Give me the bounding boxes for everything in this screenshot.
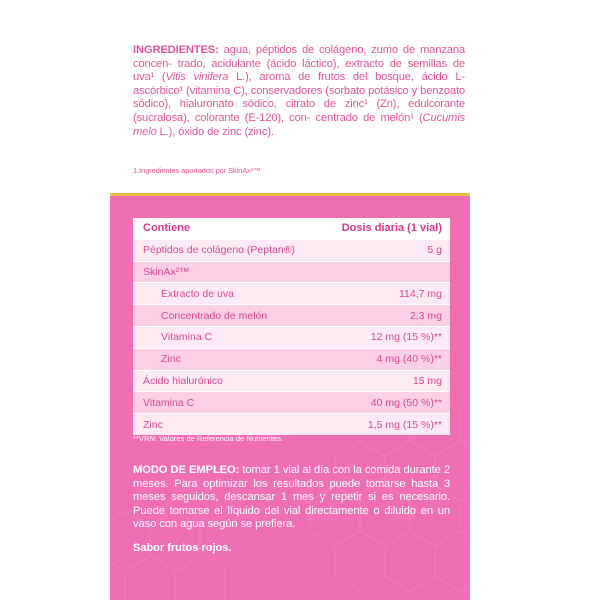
row-name: Zinc [161, 353, 181, 366]
row-name: Ácido hialurónico [143, 374, 223, 387]
row-value: 40 mg (50 %)** [370, 396, 442, 409]
usage-text: tomar 1 vial al día con la comida durante 2 meses. Para optimizar los resultados puede tomarse hasta 3 meses seguidos, descansar 1 mes y repetir si es necesario. Puede tomarse el líquido del vial directamente o diluido en un vaso con agua según se prefiera. [133, 464, 451, 531]
vrn-note: **VRN: Valores de Referencia de Nutrientes. [133, 434, 284, 443]
table-row [133, 261, 450, 283]
row-name: Péptidos de colágeno (Peptan®) [143, 244, 295, 257]
table-row [133, 370, 450, 392]
row-name: Extracto de uva [161, 287, 234, 300]
row-name: SkinAx²™ [143, 265, 190, 278]
vitis-latin-name: Vitis vinifera [165, 71, 229, 84]
nutrition-table [133, 218, 450, 435]
table-row [133, 391, 450, 413]
ingredients-text-1: agua, péptidos de colágeno, zumo de manzana concen- trado, acidulante (ácido láctico), extracto de semillas de uva¹ ( [133, 44, 465, 84]
ingredients-text-3: L.), óxido de zinc (zinc). [156, 125, 274, 138]
header-contiene: Contiene [143, 222, 191, 235]
flavor-label: Sabor frutos rojos. [133, 542, 232, 554]
table-row [133, 304, 450, 326]
table-row [133, 326, 450, 348]
table-row [133, 239, 450, 261]
row-name: Concentrado de melón [161, 309, 268, 322]
table-header [133, 218, 450, 239]
usage-heading: MODO DE EMPLEO: [133, 464, 240, 476]
row-name: Zinc [143, 418, 163, 431]
nutrition-panel [110, 196, 470, 600]
row-name: Vitamina C [161, 331, 213, 344]
cucumis-latin-name: Cucumis melo [133, 111, 465, 138]
row-value: 2,3 mg [409, 309, 442, 322]
row-value: 5 g [427, 244, 442, 257]
header-dosis: Dosis diaria (1 vial) [341, 222, 442, 235]
row-value: 1,5 mg (15 %)** [367, 418, 442, 431]
table-row [133, 413, 450, 435]
row-value: 12 mg (15 %)** [370, 331, 442, 344]
ingredients-text-2: L.), aroma de frutos del bosque, ácido L-ascórbico¹ (vitamina C), conservadores (sorbato potásico y benzoato sódico), hialuronato sódico, citrato de zinc¹ (Zn), edulcorante (sucralosa), colorante (E-120), con- centrado de melón¹ ( [133, 71, 465, 124]
usage-paragraph [133, 464, 450, 532]
row-value: 114,7 mg [399, 287, 442, 300]
row-name: Vitamina C [143, 396, 195, 409]
table-row [133, 348, 450, 370]
ingredients-heading: INGREDIENTES: [133, 44, 219, 56]
table-row [133, 282, 450, 304]
row-value: 4 mg (40 %)** [376, 353, 442, 366]
ingredients-paragraph [133, 44, 465, 139]
ingredients-footnote: 1.Ingredientes aportados por SkinAx²™ [133, 166, 261, 175]
row-value: 15 mg [412, 374, 442, 387]
